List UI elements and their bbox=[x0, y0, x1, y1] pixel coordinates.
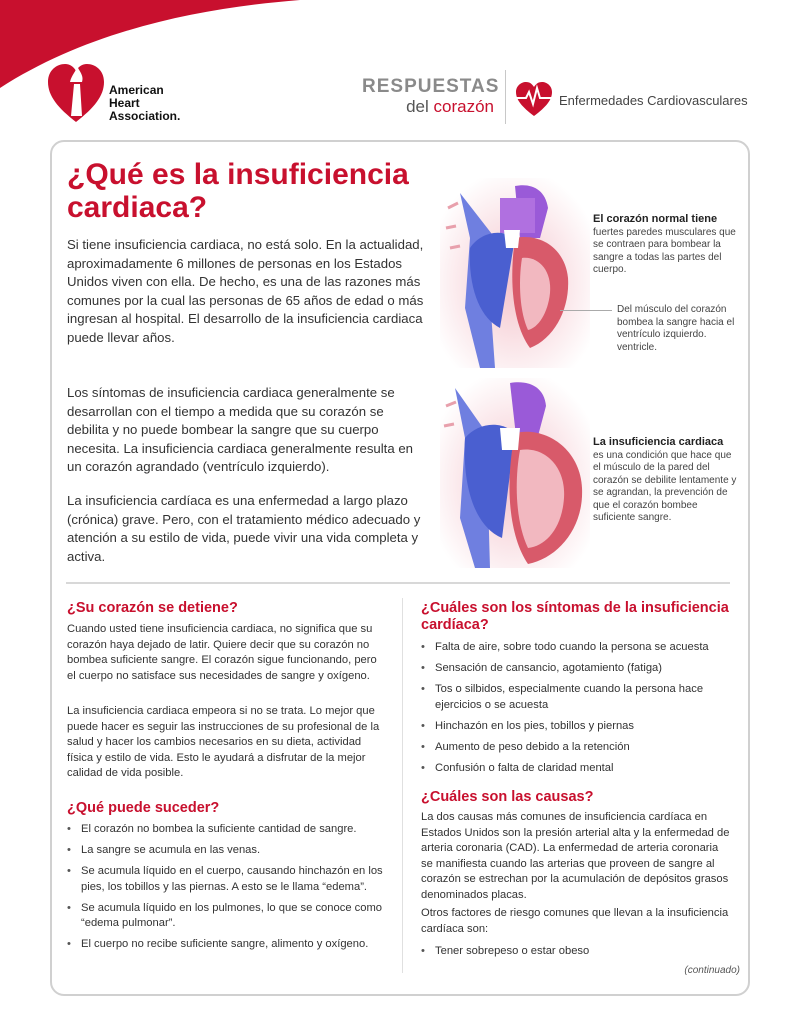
list-item: • Se acumula líquido en el cuerpo, causando hinchazón en los pies, los tobillos y las piernas. A esto se le llama “edema”. bbox=[67, 864, 389, 895]
list-item: • El corazón no bombea la suficiente cantidad de sangre. bbox=[67, 822, 389, 838]
header-divider bbox=[505, 70, 506, 124]
list-item: • Falta de aire, sobre todo cuando la persona se acuesta bbox=[421, 640, 731, 656]
series-subtitle: del corazón bbox=[406, 97, 494, 116]
series-title: RESPUESTAS bbox=[362, 76, 500, 97]
list-item: • Tener sobrepeso o estar obeso bbox=[421, 944, 731, 960]
intro-paragraph-2: Los síntomas de insuficiencia cardiaca generalmente se desarrollan con el tiempo a medida que su corazón se debilita y no puede bombear la sangre que su cuerpo necesita. La insuficiencia cardiaca generalmente resulta en un corazón agrandado (ventrículo izquierdo). bbox=[67, 385, 414, 474]
section-heading-symptoms: ¿Cuáles son los síntomas de la insuficiencia cardíaca? bbox=[421, 600, 729, 633]
heart-stop-paragraph-2: La insuficiencia cardiaca empeora si no se trata. Lo mejor que puede hacer es seguir las instrucciones de su profesional de la salud y hacer los cambios necesarios en su dieta, actividad física y estilo de vida. Esto le ayudará a disfrutar de la mejor calidad de vida posible. bbox=[67, 705, 380, 779]
column-divider bbox=[402, 598, 403, 973]
list-item: • El cuerpo no recibe suficiente sangre, alimento y oxígeno. bbox=[67, 937, 389, 953]
aha-wordmark: American Heart Association. bbox=[109, 83, 181, 123]
page-title: ¿Qué es la insuficiencia cardiaca? bbox=[67, 158, 409, 224]
list-item: • La sangre se acumula en las venas. bbox=[67, 843, 389, 859]
list-item: • Se acumula líquido en los pulmones, lo que se conoce como “edema pulmonar”. bbox=[67, 901, 389, 932]
intro-paragraph-1: Si tiene insuficiencia cardiaca, no está solo. En la actualidad, aproximadamente 6 millones de personas en los Estados Unidos viven con ella. De hecho, es una de las razones más comunes por la cual las personas de 65 años de edad o más ingresan al hospital. El desarrollo de la insuficiencia cardiaca puede llevar años. bbox=[67, 237, 424, 345]
section-heading-causes: ¿Cuáles son las causas? bbox=[421, 789, 594, 805]
normal-heart-illustration bbox=[440, 178, 590, 368]
section-heading-what-happens: ¿Qué puede suceder? bbox=[67, 800, 220, 816]
intro-paragraph-3: La insuficiencia cardíaca es una enfermedad a largo plazo (crónica) grave. Pero, con el tratamiento médico adecuado y atención a su estilo de vida, puede vivir una vida completa y activa. bbox=[67, 493, 421, 564]
list-item: • Aumento de peso debido a la retención bbox=[421, 740, 731, 756]
normal-heart-note: Del músculo del corazón bombea la sangre hacia el ventrículo izquierdo. ventricle. bbox=[617, 304, 735, 353]
what-happens-list bbox=[67, 822, 389, 958]
symptoms-list bbox=[421, 640, 731, 782]
section-divider bbox=[66, 582, 730, 584]
continued-note: (continuado) bbox=[684, 965, 740, 976]
aha-heart-torch-icon bbox=[46, 58, 106, 124]
list-item: • Tos o silbidos, especialmente cuando la persona hace ejercicios o se acuesta bbox=[421, 682, 731, 713]
section-heading-heart-stop: ¿Su corazón se detiene? bbox=[67, 600, 238, 616]
topic-label: Enfermedades Cardiovasculares bbox=[559, 93, 748, 108]
heart-failure-illustration bbox=[440, 378, 590, 568]
list-item: • Hinchazón en los pies, tobillos y piernas bbox=[421, 719, 731, 735]
heart-failure-caption: La insuficiencia cardiaca es una condición que hace que el músculo de la pared del corazón se debilite lentamente y se agrandan, la prevención de que el corazón bombee suficiente sangre. bbox=[593, 436, 737, 523]
causes-paragraph-1: La dos causas más comunes de insuficiencia cardíaca en Estados Unidos son la presión arterial alta y la enfermedad de arteria coronaria (CAD). La enfermedad de arteria coronaria se manifiesta cuando las arterias que proveen de sangre al corazón se estrechan por la acumulación de depósitos grasos denominados placas. bbox=[421, 811, 730, 901]
risk-factors-list bbox=[421, 944, 731, 965]
heart-pulse-icon bbox=[514, 80, 554, 118]
list-item: • Confusión o falta de claridad mental bbox=[421, 761, 731, 777]
list-item: • Sensación de cansancio, agotamiento (fatiga) bbox=[421, 661, 731, 677]
leader-line bbox=[560, 310, 612, 311]
causes-paragraph-2: Otros factores de riesgo comunes que llevan a la insuficiencia cardíaca son: bbox=[421, 907, 729, 935]
heart-stop-paragraph-1: Cuando usted tiene insuficiencia cardiaca, no significa que su corazón haya dejado de latir. Quiere decir que su corazón no bombea suficiente sangre. El corazón sigue funcionando, pero el cuerpo no satisface sus necesidades de sangre y oxígeno. bbox=[67, 623, 377, 682]
normal-heart-caption: El corazón normal tiene fuertes paredes musculares que se contraen para bombear la sangre a todas las partes del cuerpo. bbox=[593, 213, 736, 275]
